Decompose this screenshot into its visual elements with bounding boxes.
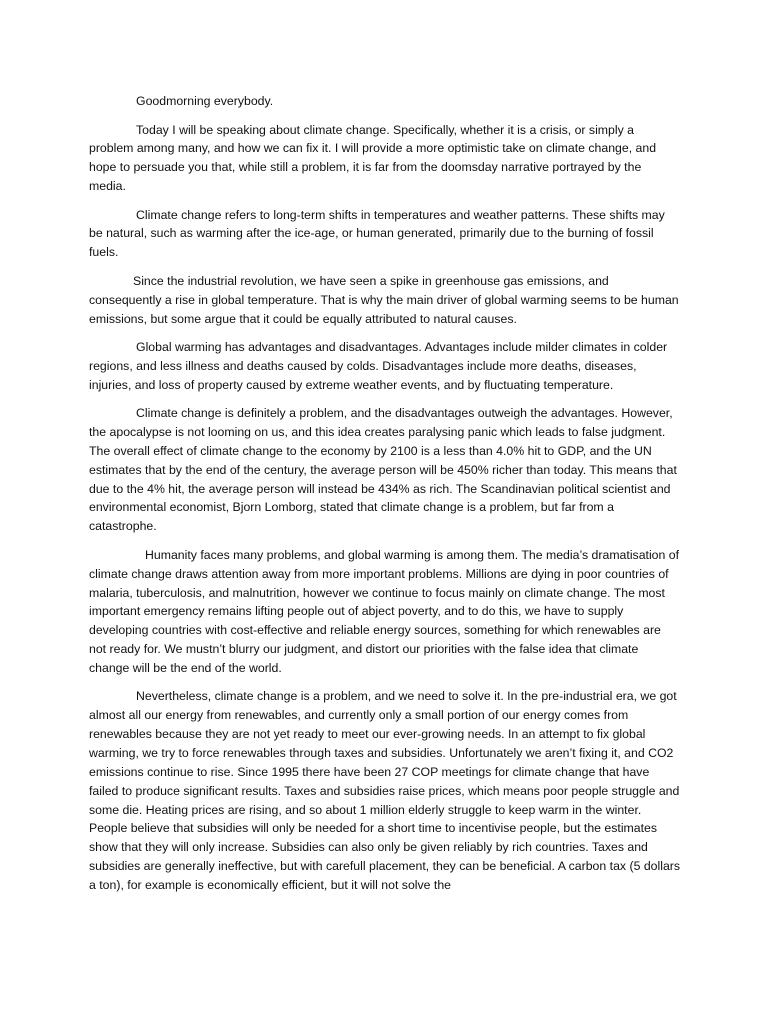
- greeting-paragraph: Goodmorning everybody.: [136, 94, 274, 108]
- document-body: [89, 92, 681, 904]
- economy-paragraph: Climate change is definitely a problem, and the disadvantages outweigh the advantages. However, the apocalypse is not looming on us, and this idea creates paralysing panic which leads to false judgment. The overall effect of climate change to the economy by 2100 is a less than 4.0% hit to GDP, and the UN estimates that by the end of the century, the average person will be 450% richer than today. This means that due to the 4% hit, the average person will instead be 434% as rich. The Scandinavian political scientist and environmental economist, Bjorn Lomborg, stated that climate change is a problem, but far from a catastrophe.: [89, 406, 677, 534]
- definition-paragraph: Climate change refers to long-term shifts in temperatures and weather patterns. These shifts may be natural, such as warming after the ice-age, or human generated, primarily due to the burning of fossil fuels.: [89, 207, 665, 260]
- intro-paragraph: Today I will be speaking about climate change. Specifically, whether it is a crisis, or simply a problem among many, and how we can fix it. I will provide a more optimistic take on climate change, and hope to persuade you that, while still a problem, it is far from the doomsday narrative portrayed by the media.: [89, 122, 657, 194]
- priorities-paragraph: Humanity faces many problems, and global warming is among them. The media’s dramatisation of climate change draws attention away from more important problems. Millions are dying in poor countries of malaria, tuberculosis, and malnutrition, however we continue to focus mainly on climate change. The most important emergency remains lifting people out of abject poverty, and to do this, we have to supply developing countries with cost-effective and reliable energy sources, something for which renewables are not ready for. We mustn’t blurry our judgment, and distort our priorities with the false idea that climate change will be the end of the world.: [89, 547, 680, 675]
- solutions-paragraph: Nevertheless, climate change is a problem, and we need to solve it. In the pre-industrial era, we got almost all our energy from renewables, and currently only a small portion of our energy comes from renewables because they are not yet ready to meet our ever-growing needs. In an attempt to fix global warming, we try to force renewables through taxes and subsidies. Unfortunately we aren’t fixing it, and CO2 emissions continue to rise. Since 1995 there have been 27 COP meetings for climate change that have failed to produce significant results. Taxes and subsidies raise prices, which means poor people struggle and some die. Heating prices are rising, and so about 1 million elderly struggle to keep warm in the winter. People believe that subsidies will only be needed for a short time to incentivise people, but the estimates show that they will only increase. Subsidies can also only be given reliably by rich countries. Taxes and subsidies are generally ineffective, but with carefull placement, they can be beneficial. A carbon tax (5 dollars a ton), for example is economically efficient, but it will not solve the: [89, 689, 681, 892]
- advantages-paragraph: Global warming has advantages and disadvantages. Advantages include milder climates in colder regions, and less illness and deaths caused by colds. Disadvantages include more deaths, diseases, injuries, and loss of property caused by extreme weather events, and by fluctuating temperature.: [89, 340, 668, 392]
- emissions-paragraph: Since the industrial revolution, we have seen a spike in greenhouse gas emissions, and consequently a rise in global temperature. That is why the main driver of global warming seems to be human emissions, but some argue that it could be equally attributed to natural causes.: [89, 273, 679, 326]
